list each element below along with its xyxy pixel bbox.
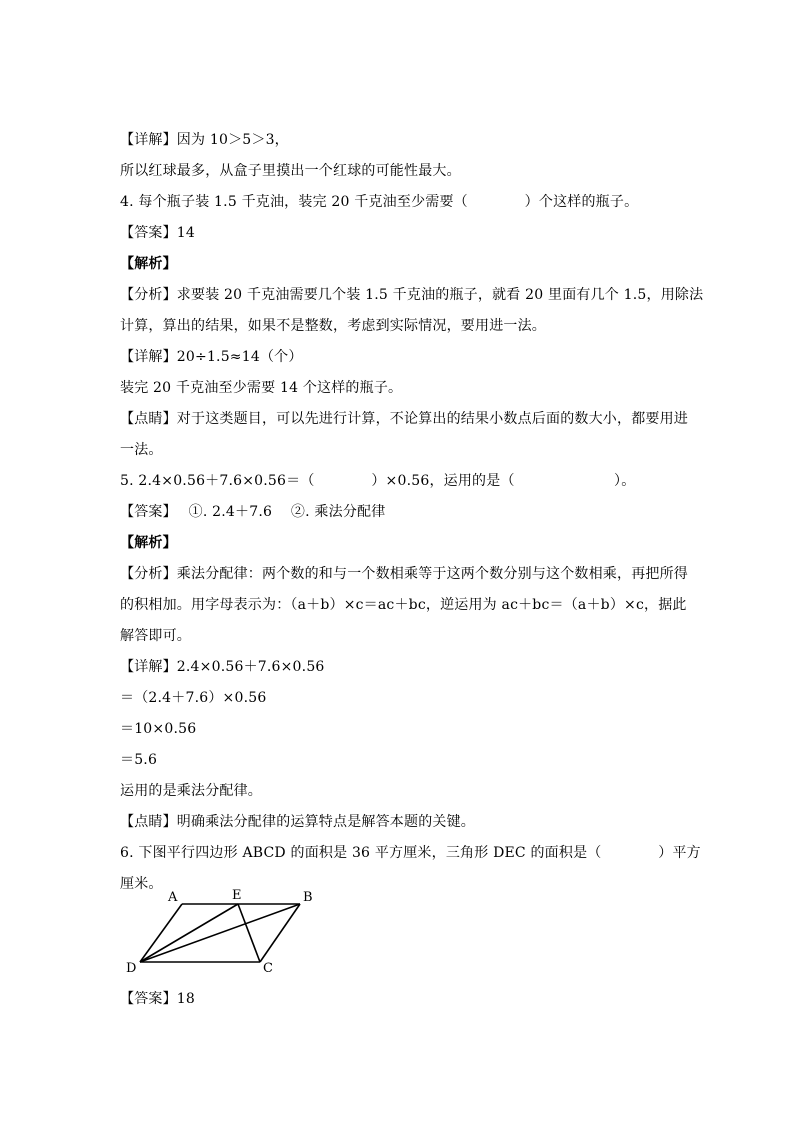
edge-bc (260, 904, 300, 962)
label-b: B (303, 890, 313, 905)
analysis-heading: 【解析】 (120, 535, 177, 551)
explanation-line: 【详解】因为 10＞5＞3， (120, 132, 289, 148)
parallelogram-figure (124, 884, 324, 976)
label-c: C (263, 961, 273, 976)
analysis-line: 的积相加。用字母表示为：（a＋b）×c＝ac＋bc，逆运用为 ac＋bc＝（a＋b）×c，据此 (120, 597, 687, 613)
edge-da (140, 904, 182, 962)
question-6-continued: 厘米。 (120, 876, 163, 892)
analysis-line: 计算，算出的结果，如果不是整数，考虑到实际情况，要用进一法。 (120, 318, 546, 334)
label-d: D (126, 961, 137, 976)
segment-ec (238, 904, 260, 962)
analysis-line: 【分析】乘法分配律：两个数的和与一个数相乘等于这两个数分别与这个数相乘，再把所得 (120, 566, 688, 582)
question-5: 5. 2.4×0.56＋7.6×0.56＝（ ）×0.56，运用的是（ ）。 (120, 473, 636, 489)
remark-line: 一法。 (120, 442, 163, 458)
conclusion-line: 装完 20 千克油至少需要 14 个这样的瓶子。 (120, 380, 403, 396)
calculation-step: ＝5.6 (120, 752, 158, 768)
question-6: 6. 下图平行四边形 ABCD 的面积是 36 平方厘米，三角形 DEC 的面积是（ ）平方 (120, 845, 701, 861)
calculation-step: ＝（2.4＋7.6）×0.56 (120, 690, 267, 706)
label-e: E (232, 888, 242, 903)
remark-line: 【点睛】对于这类题目，可以先进行计算，不论算出的结果小数点后面的数大小，都要用进 (120, 411, 688, 427)
question-4: 4. 每个瓶子装 1.5 千克油，装完 20 千克油至少需要（ ）个这样的瓶子。 (120, 194, 639, 210)
explanation-line: 【详解】2.4×0.56＋7.6×0.56 (120, 659, 325, 675)
calculation-step: ＝10×0.56 (120, 721, 197, 737)
answer-line: 【答案】14 (120, 225, 196, 241)
analysis-line: 解答即可。 (120, 628, 191, 644)
answer-line: 【答案】 ①. 2.4＋7.6 ②. 乘法分配律 (120, 504, 386, 520)
explanation-line: 【详解】20÷1.5≈14（个） (120, 349, 303, 365)
answer-line: 【答案】18 (120, 991, 196, 1007)
analysis-line: 【分析】求要装 20 千克油需要几个装 1.5 千克油的瓶子，就看 20 里面有几个 1.5，用除法 (120, 287, 704, 303)
remark-line: 【点睛】明确乘法分配律的运算特点是解答本题的关键。 (120, 814, 475, 830)
diagonal-db (140, 904, 300, 962)
conclusion-line: 运用的是乘法分配律。 (120, 783, 262, 799)
segment-de (140, 904, 238, 962)
label-a: A (168, 890, 178, 905)
analysis-heading: 【解析】 (120, 256, 177, 272)
conclusion-line: 所以红球最多，从盒子里摸出一个红球的可能性最大。 (120, 163, 461, 179)
